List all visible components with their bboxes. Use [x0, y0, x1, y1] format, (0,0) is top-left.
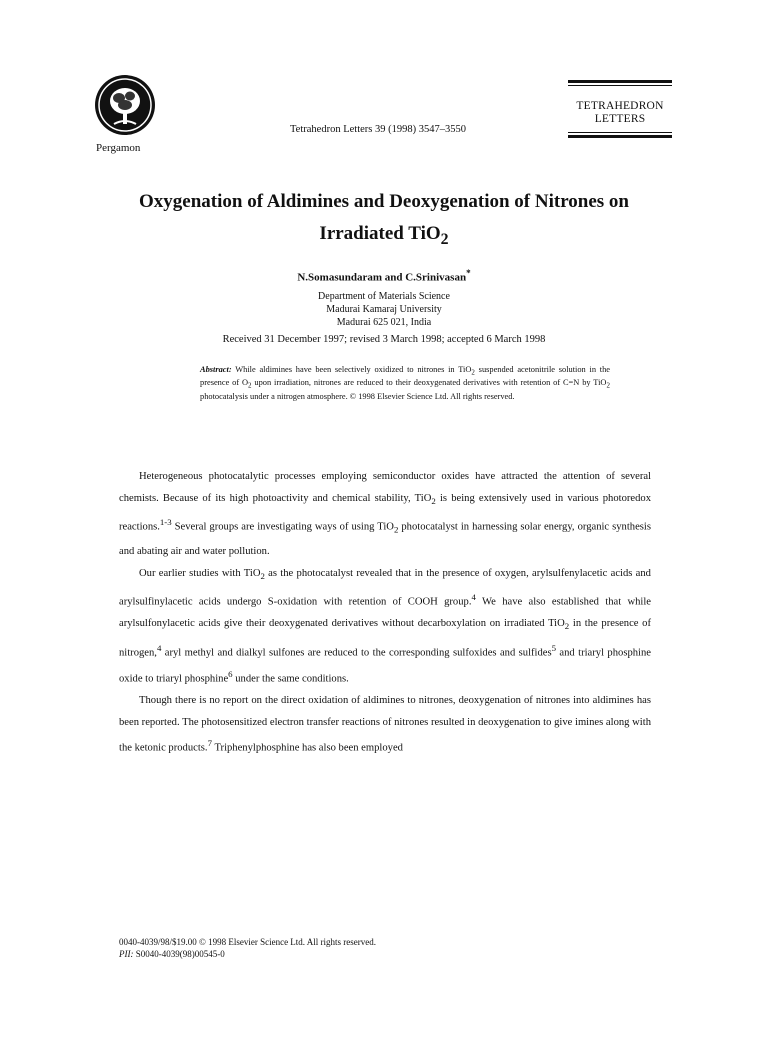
reference-mark: 5 [551, 643, 557, 653]
reference-mark: 7 [207, 738, 212, 749]
body-paragraph-3 [119, 690, 651, 759]
journal-name [568, 100, 672, 126]
title-subscript: 2 [440, 230, 449, 248]
reference-mark: 4 [471, 592, 476, 603]
journal-citation: Tetrahedron Letters 39 (1998) 3547–3550 [290, 124, 466, 135]
body-sub: 2 [431, 495, 436, 506]
body-sub: 2 [393, 524, 399, 535]
body-paragraph-2 [119, 563, 651, 690]
abstract-text: photocatalysis under a nitrogen atmosphere. © 1998 Elsevier Science Ltd. All rights reserved. [200, 391, 515, 401]
footer-copyright: 0040-4039/98/$19.00 © 1998 Elsevier Science Ltd. All rights reserved. [119, 937, 377, 947]
received-dates: Received 31 December 1997; revised 3 March 1998; accepted 6 March 1998 [222, 334, 546, 345]
abstract-sub: 2 [471, 368, 475, 377]
reference-mark: 6 [228, 669, 233, 680]
article-title [60, 186, 708, 256]
body-text: photocatalyst in harnessing solar energy, organic synthesis and abating air and water pollution. [119, 521, 651, 558]
journal-name-line2: LETTERS [594, 113, 646, 125]
abstract-text: upon irradiation, nitrones are reduced to their deoxygenated derivatives with retention of C=N by TiO [251, 378, 607, 388]
body-text: under the same conditions. [232, 673, 349, 685]
title-line-1: Oxygenation of Aldimines and Deoxygenation of Nitrones on [139, 191, 629, 212]
abstract [200, 365, 610, 402]
body-text: Though there is no report on the direct oxidation of aldimines to nitrones, deoxygenation of nitrones into aldimines has been reported. The photosensitized electron transfer reactions of nitrones resulted in deoxygenation to give imines along with the ketonic products. [119, 695, 651, 754]
journal-masthead [568, 80, 672, 140]
footer-pii [119, 948, 376, 960]
body-text: Our earlier studies with TiO [139, 567, 261, 579]
abstract-sub: 2 [606, 381, 610, 390]
title-text: Irradiated TiO [319, 223, 441, 244]
affiliation-university: Madurai Kamaraj University [326, 304, 442, 315]
author-names: N.Somasundaram and C.Srinivasan [297, 271, 467, 284]
body-text: aryl methyl and dialkyl sulfones are reduced to the corresponding sulfoxides and sulfides [161, 647, 552, 659]
publisher-name: Pergamon [96, 142, 141, 154]
abstract-sub: 2 [248, 381, 252, 390]
body-text: Triphenylphosphine has also been employed [211, 742, 403, 754]
reference-mark: 1-3 [159, 517, 172, 528]
publisher-logo-icon [94, 74, 156, 136]
corresponding-author-mark: * [466, 268, 471, 278]
pii-label: PII: [119, 949, 134, 959]
affiliation [0, 290, 768, 329]
reference-mark: 4 [156, 643, 162, 653]
abstract-text: suspended acetonitrile solution in the presence of O [200, 365, 611, 388]
body-text: in the presence of nitrogen, [119, 618, 651, 659]
body-text: is being extensively used in various photoredox reactions. [119, 492, 652, 533]
body-paragraph-1 [119, 466, 651, 563]
body-text: Several groups are investigating ways of using TiO [171, 521, 394, 533]
authors [0, 268, 768, 284]
masthead-rule-bottom-thin [568, 132, 672, 133]
title-line-2 [60, 218, 708, 256]
body-text: as the photocatalyst revealed that in the presence of oxygen, arylsulfenylacetic acids and arylsulfinylacetic acids undergo S-oxidation with retention of COOH group. [119, 567, 651, 608]
article-body [119, 466, 651, 759]
journal-name-line1: TETRAHEDRON [576, 100, 664, 112]
affiliation-city: Madurai 625 021, India [336, 317, 432, 328]
pii-value: S0040-4039(98)00545-0 [133, 949, 225, 959]
masthead-rule-bottom [568, 135, 672, 138]
body-sub: 2 [260, 570, 265, 581]
body-text: and triaryl phosphine oxide to triaryl phosphine [119, 647, 651, 685]
body-text: Heterogeneous photocatalytic processes employing semiconductor oxides have attracted the attention of several chemists. Because of its high photoactivity and chemical stability, TiO [119, 471, 651, 504]
abstract-label: Abstract: [200, 365, 232, 374]
affiliation-department: Department of Materials Science [318, 291, 450, 302]
body-text: We have also established that while arylsulfonylacetic acids give their deoxygenated derivatives without decarboxylation on irradiated TiO [119, 596, 652, 630]
masthead-rule-top [568, 80, 672, 83]
body-sub: 2 [564, 621, 570, 632]
copyright-footer [119, 936, 376, 960]
masthead-rule-top-thin [568, 85, 672, 86]
abstract-text: While aldimines have been selectively oxidized to nitrones in TiO [231, 365, 472, 374]
